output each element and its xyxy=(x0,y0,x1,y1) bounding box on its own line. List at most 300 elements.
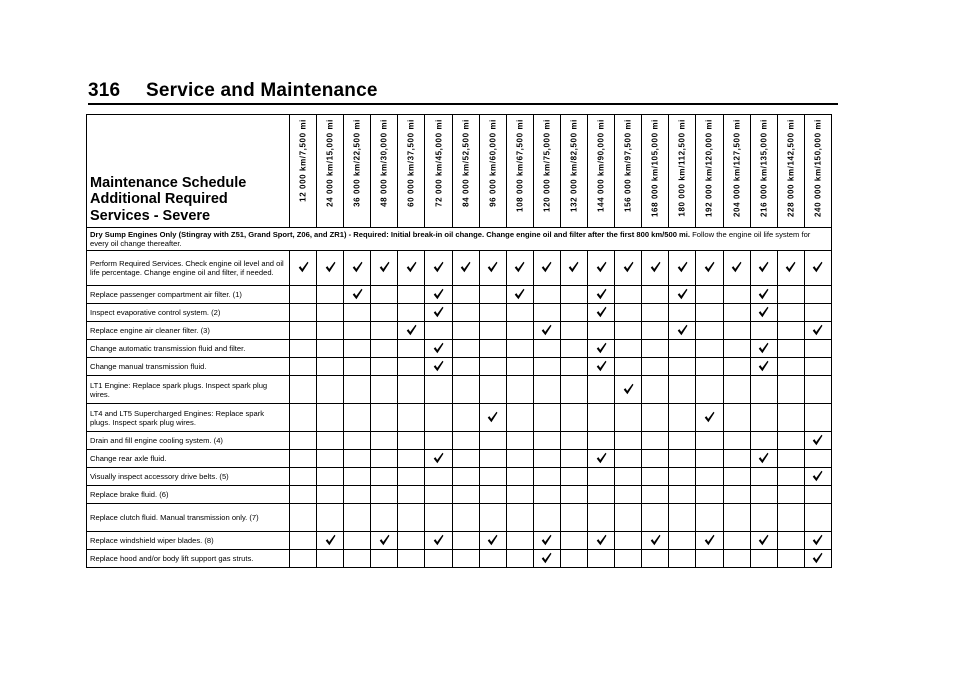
service-row xyxy=(87,532,832,550)
service-due-cell xyxy=(425,358,452,376)
service-empty-cell xyxy=(588,504,615,532)
service-empty-cell xyxy=(777,486,804,504)
service-empty-cell xyxy=(452,486,479,504)
interval-header-row xyxy=(87,115,832,228)
service-empty-cell xyxy=(669,450,696,468)
service-empty-cell xyxy=(696,358,723,376)
service-due-cell xyxy=(290,251,317,286)
service-row xyxy=(87,550,832,568)
service-empty-cell xyxy=(615,468,642,486)
service-due-cell xyxy=(317,251,344,286)
checkmark-icon xyxy=(623,383,634,395)
service-empty-cell xyxy=(398,504,425,532)
page-number: 316 xyxy=(88,80,121,101)
maintenance-schedule-table xyxy=(86,114,832,568)
service-due-cell xyxy=(588,532,615,550)
service-empty-cell xyxy=(479,550,506,568)
service-empty-cell xyxy=(479,322,506,340)
service-empty-cell xyxy=(290,358,317,376)
service-empty-cell xyxy=(696,432,723,450)
service-empty-cell xyxy=(723,304,750,322)
service-empty-cell xyxy=(317,340,344,358)
checkmark-icon xyxy=(541,261,552,273)
checkmark-icon xyxy=(541,534,552,546)
interval-label: 48 000 km/30,000 mi xyxy=(379,119,389,207)
service-empty-cell xyxy=(723,404,750,432)
service-empty-cell xyxy=(804,450,831,468)
interval-label: 168 000 km/105,000 mi xyxy=(650,119,660,218)
service-empty-cell xyxy=(642,358,669,376)
service-empty-cell xyxy=(669,468,696,486)
break-in-note xyxy=(87,228,832,251)
service-empty-cell xyxy=(344,468,371,486)
service-empty-cell xyxy=(452,304,479,322)
service-empty-cell xyxy=(479,358,506,376)
service-empty-cell xyxy=(290,450,317,468)
interval-header xyxy=(750,115,777,228)
service-label: Change automatic transmission fluid and filter. xyxy=(87,340,290,358)
service-empty-cell xyxy=(588,550,615,568)
service-empty-cell xyxy=(804,286,831,304)
service-empty-cell xyxy=(560,450,587,468)
service-empty-cell xyxy=(290,286,317,304)
service-due-cell xyxy=(371,532,398,550)
interval-header xyxy=(290,115,317,228)
service-empty-cell xyxy=(804,304,831,322)
interval-label: 84 000 km/52,500 mi xyxy=(461,119,471,207)
service-empty-cell xyxy=(696,504,723,532)
service-empty-cell xyxy=(777,532,804,550)
service-empty-cell xyxy=(777,358,804,376)
service-empty-cell xyxy=(696,376,723,404)
service-empty-cell xyxy=(642,468,669,486)
service-empty-cell xyxy=(425,486,452,504)
service-due-cell xyxy=(588,358,615,376)
checkmark-icon xyxy=(677,288,688,300)
checkmark-icon xyxy=(704,534,715,546)
service-empty-cell xyxy=(506,322,533,340)
service-empty-cell xyxy=(479,432,506,450)
service-due-cell xyxy=(804,532,831,550)
service-empty-cell xyxy=(290,304,317,322)
service-empty-cell xyxy=(452,404,479,432)
service-empty-cell xyxy=(750,486,777,504)
service-empty-cell xyxy=(804,404,831,432)
service-empty-cell xyxy=(777,376,804,404)
service-empty-cell xyxy=(533,504,560,532)
service-row xyxy=(87,432,832,450)
service-empty-cell xyxy=(669,532,696,550)
service-empty-cell xyxy=(560,340,587,358)
checkmark-icon xyxy=(487,534,498,546)
service-empty-cell xyxy=(344,376,371,404)
service-due-cell xyxy=(588,304,615,322)
schedule-title-line: Maintenance Schedule xyxy=(90,174,247,191)
service-due-cell xyxy=(425,251,452,286)
service-empty-cell xyxy=(317,486,344,504)
service-empty-cell xyxy=(452,432,479,450)
checkmark-icon xyxy=(650,261,661,273)
service-empty-cell xyxy=(642,504,669,532)
service-empty-cell xyxy=(533,468,560,486)
interval-header xyxy=(560,115,587,228)
service-due-cell xyxy=(777,251,804,286)
service-empty-cell xyxy=(696,486,723,504)
service-empty-cell xyxy=(290,432,317,450)
service-empty-cell xyxy=(506,504,533,532)
service-due-cell xyxy=(669,251,696,286)
checkmark-icon xyxy=(596,342,607,354)
service-empty-cell xyxy=(506,432,533,450)
checkmark-icon xyxy=(704,261,715,273)
service-empty-cell xyxy=(533,404,560,432)
service-empty-cell xyxy=(642,340,669,358)
service-due-cell xyxy=(560,251,587,286)
checkmark-icon xyxy=(812,434,823,446)
checkmark-icon xyxy=(460,261,471,273)
service-empty-cell xyxy=(696,550,723,568)
service-empty-cell xyxy=(642,286,669,304)
checkmark-icon xyxy=(406,324,417,336)
service-due-cell xyxy=(371,251,398,286)
service-empty-cell xyxy=(398,468,425,486)
service-empty-cell xyxy=(560,504,587,532)
interval-header xyxy=(317,115,344,228)
service-empty-cell xyxy=(777,286,804,304)
schedule-title-line: Additional Required xyxy=(90,191,228,207)
checkmark-icon xyxy=(352,288,363,300)
service-empty-cell xyxy=(533,304,560,322)
service-label: LT1 Engine: Replace spark plugs. Inspect spark plug wires. xyxy=(87,376,290,404)
service-empty-cell xyxy=(642,486,669,504)
service-row xyxy=(87,486,832,504)
service-empty-cell xyxy=(479,376,506,404)
service-empty-cell xyxy=(560,468,587,486)
checkmark-icon xyxy=(596,261,607,273)
service-empty-cell xyxy=(398,532,425,550)
service-empty-cell xyxy=(642,450,669,468)
checkmark-icon xyxy=(596,452,607,464)
service-empty-cell xyxy=(696,322,723,340)
checkmark-icon xyxy=(812,534,823,546)
checkmark-icon xyxy=(433,534,444,546)
checkmark-icon xyxy=(541,552,552,564)
service-empty-cell xyxy=(425,550,452,568)
service-empty-cell xyxy=(398,450,425,468)
service-empty-cell xyxy=(344,550,371,568)
service-empty-cell xyxy=(452,532,479,550)
checkmark-icon xyxy=(433,306,444,318)
service-label: Replace passenger compartment air filter. (1) xyxy=(87,286,290,304)
checkmark-icon xyxy=(758,261,769,273)
checkmark-icon xyxy=(487,411,498,423)
service-empty-cell xyxy=(723,468,750,486)
service-due-cell xyxy=(750,340,777,358)
interval-label: 216 000 km/135,000 mi xyxy=(759,119,769,218)
service-due-cell xyxy=(398,322,425,340)
service-empty-cell xyxy=(777,550,804,568)
service-empty-cell xyxy=(479,286,506,304)
break-in-note-bold: Dry Sump Engines Only (Stingray with Z51, Grand Sport, Z06, and ZR1) - Required: Initial break-in oil change. Change engine oil and filter after the first 800 km/500 mi. xyxy=(90,230,691,239)
service-empty-cell xyxy=(371,550,398,568)
service-empty-cell xyxy=(560,432,587,450)
service-empty-cell xyxy=(452,322,479,340)
service-due-cell xyxy=(804,468,831,486)
service-empty-cell xyxy=(479,504,506,532)
service-due-cell xyxy=(344,286,371,304)
service-due-cell xyxy=(750,251,777,286)
service-empty-cell xyxy=(452,468,479,486)
service-empty-cell xyxy=(615,322,642,340)
interval-label: 24 000 km/15,000 mi xyxy=(325,119,335,207)
interval-header xyxy=(696,115,723,228)
service-due-cell xyxy=(669,286,696,304)
schedule-title-line: Services - Severe xyxy=(90,207,211,224)
service-due-cell xyxy=(804,432,831,450)
service-due-cell xyxy=(398,251,425,286)
service-empty-cell xyxy=(506,450,533,468)
checkmark-icon xyxy=(623,261,634,273)
service-due-cell xyxy=(533,550,560,568)
interval-label: 144 000 km/90,000 mi xyxy=(596,119,606,212)
service-empty-cell xyxy=(506,376,533,404)
service-empty-cell xyxy=(398,340,425,358)
service-empty-cell xyxy=(344,432,371,450)
service-empty-cell xyxy=(290,322,317,340)
interval-header xyxy=(615,115,642,228)
service-empty-cell xyxy=(804,376,831,404)
checkmark-icon xyxy=(785,261,796,273)
service-empty-cell xyxy=(615,304,642,322)
service-label: Replace engine air cleaner filter. (3) xyxy=(87,322,290,340)
service-empty-cell xyxy=(723,322,750,340)
service-empty-cell xyxy=(560,358,587,376)
service-empty-cell xyxy=(669,432,696,450)
service-empty-cell xyxy=(398,286,425,304)
service-empty-cell xyxy=(425,404,452,432)
service-empty-cell xyxy=(317,432,344,450)
service-empty-cell xyxy=(317,550,344,568)
service-due-cell xyxy=(615,376,642,404)
service-empty-cell xyxy=(290,404,317,432)
service-empty-cell xyxy=(506,468,533,486)
service-empty-cell xyxy=(669,340,696,358)
checkmark-icon xyxy=(677,261,688,273)
service-empty-cell xyxy=(642,322,669,340)
service-due-cell xyxy=(425,286,452,304)
service-empty-cell xyxy=(533,432,560,450)
service-row xyxy=(87,340,832,358)
service-empty-cell xyxy=(723,286,750,304)
service-label: Change rear axle fluid. xyxy=(87,450,290,468)
service-empty-cell xyxy=(452,340,479,358)
service-empty-cell xyxy=(452,286,479,304)
checkmark-icon xyxy=(433,452,444,464)
service-empty-cell xyxy=(290,550,317,568)
service-empty-cell xyxy=(615,286,642,304)
service-empty-cell xyxy=(344,532,371,550)
interval-header xyxy=(669,115,696,228)
service-empty-cell xyxy=(425,468,452,486)
service-empty-cell xyxy=(371,450,398,468)
checkmark-icon xyxy=(433,288,444,300)
service-due-cell xyxy=(588,450,615,468)
checkmark-icon xyxy=(596,360,607,372)
service-empty-cell xyxy=(344,450,371,468)
interval-header xyxy=(723,115,750,228)
checkmark-icon xyxy=(298,261,309,273)
checkmark-icon xyxy=(352,261,363,273)
service-empty-cell xyxy=(615,486,642,504)
checkmark-icon xyxy=(433,261,444,273)
service-empty-cell xyxy=(344,304,371,322)
interval-label: 72 000 km/45,000 mi xyxy=(434,119,444,207)
checkmark-icon xyxy=(325,261,336,273)
service-row xyxy=(87,450,832,468)
schedule-title xyxy=(87,115,290,228)
service-label: Replace hood and/or body lift support gas struts. xyxy=(87,550,290,568)
service-empty-cell xyxy=(669,376,696,404)
service-empty-cell xyxy=(533,340,560,358)
service-due-cell xyxy=(696,532,723,550)
service-empty-cell xyxy=(560,322,587,340)
checkmark-icon xyxy=(758,306,769,318)
service-empty-cell xyxy=(398,404,425,432)
service-empty-cell xyxy=(506,358,533,376)
service-empty-cell xyxy=(560,304,587,322)
interval-label: 12 000 km/7,500 mi xyxy=(298,119,308,202)
service-empty-cell xyxy=(506,486,533,504)
interval-label: 132 000 km/82,500 mi xyxy=(569,119,579,212)
page-header xyxy=(88,80,378,102)
service-due-cell xyxy=(804,322,831,340)
service-empty-cell xyxy=(723,432,750,450)
interval-label: 60 000 km/37,500 mi xyxy=(406,119,416,207)
service-empty-cell xyxy=(560,286,587,304)
section-title: Service and Maintenance xyxy=(146,80,378,101)
interval-header xyxy=(371,115,398,228)
service-empty-cell xyxy=(533,486,560,504)
service-empty-cell xyxy=(398,550,425,568)
service-empty-cell xyxy=(371,486,398,504)
service-empty-cell xyxy=(669,304,696,322)
interval-header xyxy=(452,115,479,228)
checkmark-icon xyxy=(379,261,390,273)
service-empty-cell xyxy=(560,532,587,550)
service-empty-cell xyxy=(506,550,533,568)
service-empty-cell xyxy=(317,304,344,322)
service-due-cell xyxy=(804,251,831,286)
checkmark-icon xyxy=(758,342,769,354)
service-empty-cell xyxy=(479,340,506,358)
service-label: Inspect evaporative control system. (2) xyxy=(87,304,290,322)
service-due-cell xyxy=(479,532,506,550)
service-empty-cell xyxy=(344,358,371,376)
service-due-cell xyxy=(452,251,479,286)
service-due-cell xyxy=(723,251,750,286)
service-empty-cell xyxy=(750,376,777,404)
service-empty-cell xyxy=(723,504,750,532)
service-label: Perform Required Services. Check engine oil level and oil life percentage. Change engine oil and filter, if needed. xyxy=(87,251,290,286)
service-due-cell xyxy=(425,450,452,468)
service-due-cell xyxy=(750,450,777,468)
service-empty-cell xyxy=(506,304,533,322)
service-empty-cell xyxy=(750,432,777,450)
service-empty-cell xyxy=(371,432,398,450)
service-empty-cell xyxy=(777,322,804,340)
service-row xyxy=(87,322,832,340)
service-empty-cell xyxy=(777,504,804,532)
service-empty-cell xyxy=(452,504,479,532)
service-empty-cell xyxy=(615,550,642,568)
service-empty-cell xyxy=(588,486,615,504)
interval-label: 240 000 km/150,000 mi xyxy=(813,119,823,218)
service-empty-cell xyxy=(317,358,344,376)
service-empty-cell xyxy=(777,340,804,358)
checkmark-icon xyxy=(758,288,769,300)
service-empty-cell xyxy=(750,322,777,340)
service-empty-cell xyxy=(669,404,696,432)
service-label: Replace clutch fluid. Manual transmission only. (7) xyxy=(87,504,290,532)
service-due-cell xyxy=(533,532,560,550)
checkmark-icon xyxy=(325,534,336,546)
service-label: Replace windshield wiper blades. (8) xyxy=(87,532,290,550)
service-row xyxy=(87,251,832,286)
checkmark-icon xyxy=(677,324,688,336)
service-empty-cell xyxy=(371,304,398,322)
service-label: LT4 and LT5 Supercharged Engines: Replace spark plugs. Inspect spark plug wires. xyxy=(87,404,290,432)
service-row xyxy=(87,304,832,322)
service-empty-cell xyxy=(777,304,804,322)
service-empty-cell xyxy=(344,340,371,358)
checkmark-icon xyxy=(568,261,579,273)
service-empty-cell xyxy=(425,322,452,340)
service-due-cell xyxy=(533,251,560,286)
service-empty-cell xyxy=(588,404,615,432)
service-empty-cell xyxy=(452,358,479,376)
service-empty-cell xyxy=(533,286,560,304)
service-due-cell xyxy=(425,340,452,358)
checkmark-icon xyxy=(758,360,769,372)
service-due-cell xyxy=(479,404,506,432)
service-empty-cell xyxy=(588,376,615,404)
service-label: Visually inspect accessory drive belts. (5) xyxy=(87,468,290,486)
checkmark-icon xyxy=(487,261,498,273)
service-empty-cell xyxy=(777,404,804,432)
checkmark-icon xyxy=(514,261,525,273)
service-due-cell xyxy=(750,286,777,304)
service-empty-cell xyxy=(642,304,669,322)
service-empty-cell xyxy=(398,304,425,322)
service-empty-cell xyxy=(506,404,533,432)
service-empty-cell xyxy=(669,504,696,532)
service-row xyxy=(87,468,832,486)
service-empty-cell xyxy=(398,358,425,376)
service-empty-cell xyxy=(750,404,777,432)
service-due-cell xyxy=(317,532,344,550)
service-empty-cell xyxy=(804,504,831,532)
service-row xyxy=(87,286,832,304)
service-empty-cell xyxy=(723,340,750,358)
service-empty-cell xyxy=(317,286,344,304)
service-empty-cell xyxy=(344,504,371,532)
service-empty-cell xyxy=(750,468,777,486)
service-empty-cell xyxy=(750,550,777,568)
service-due-cell xyxy=(696,404,723,432)
service-empty-cell xyxy=(696,340,723,358)
service-empty-cell xyxy=(804,358,831,376)
service-empty-cell xyxy=(371,504,398,532)
